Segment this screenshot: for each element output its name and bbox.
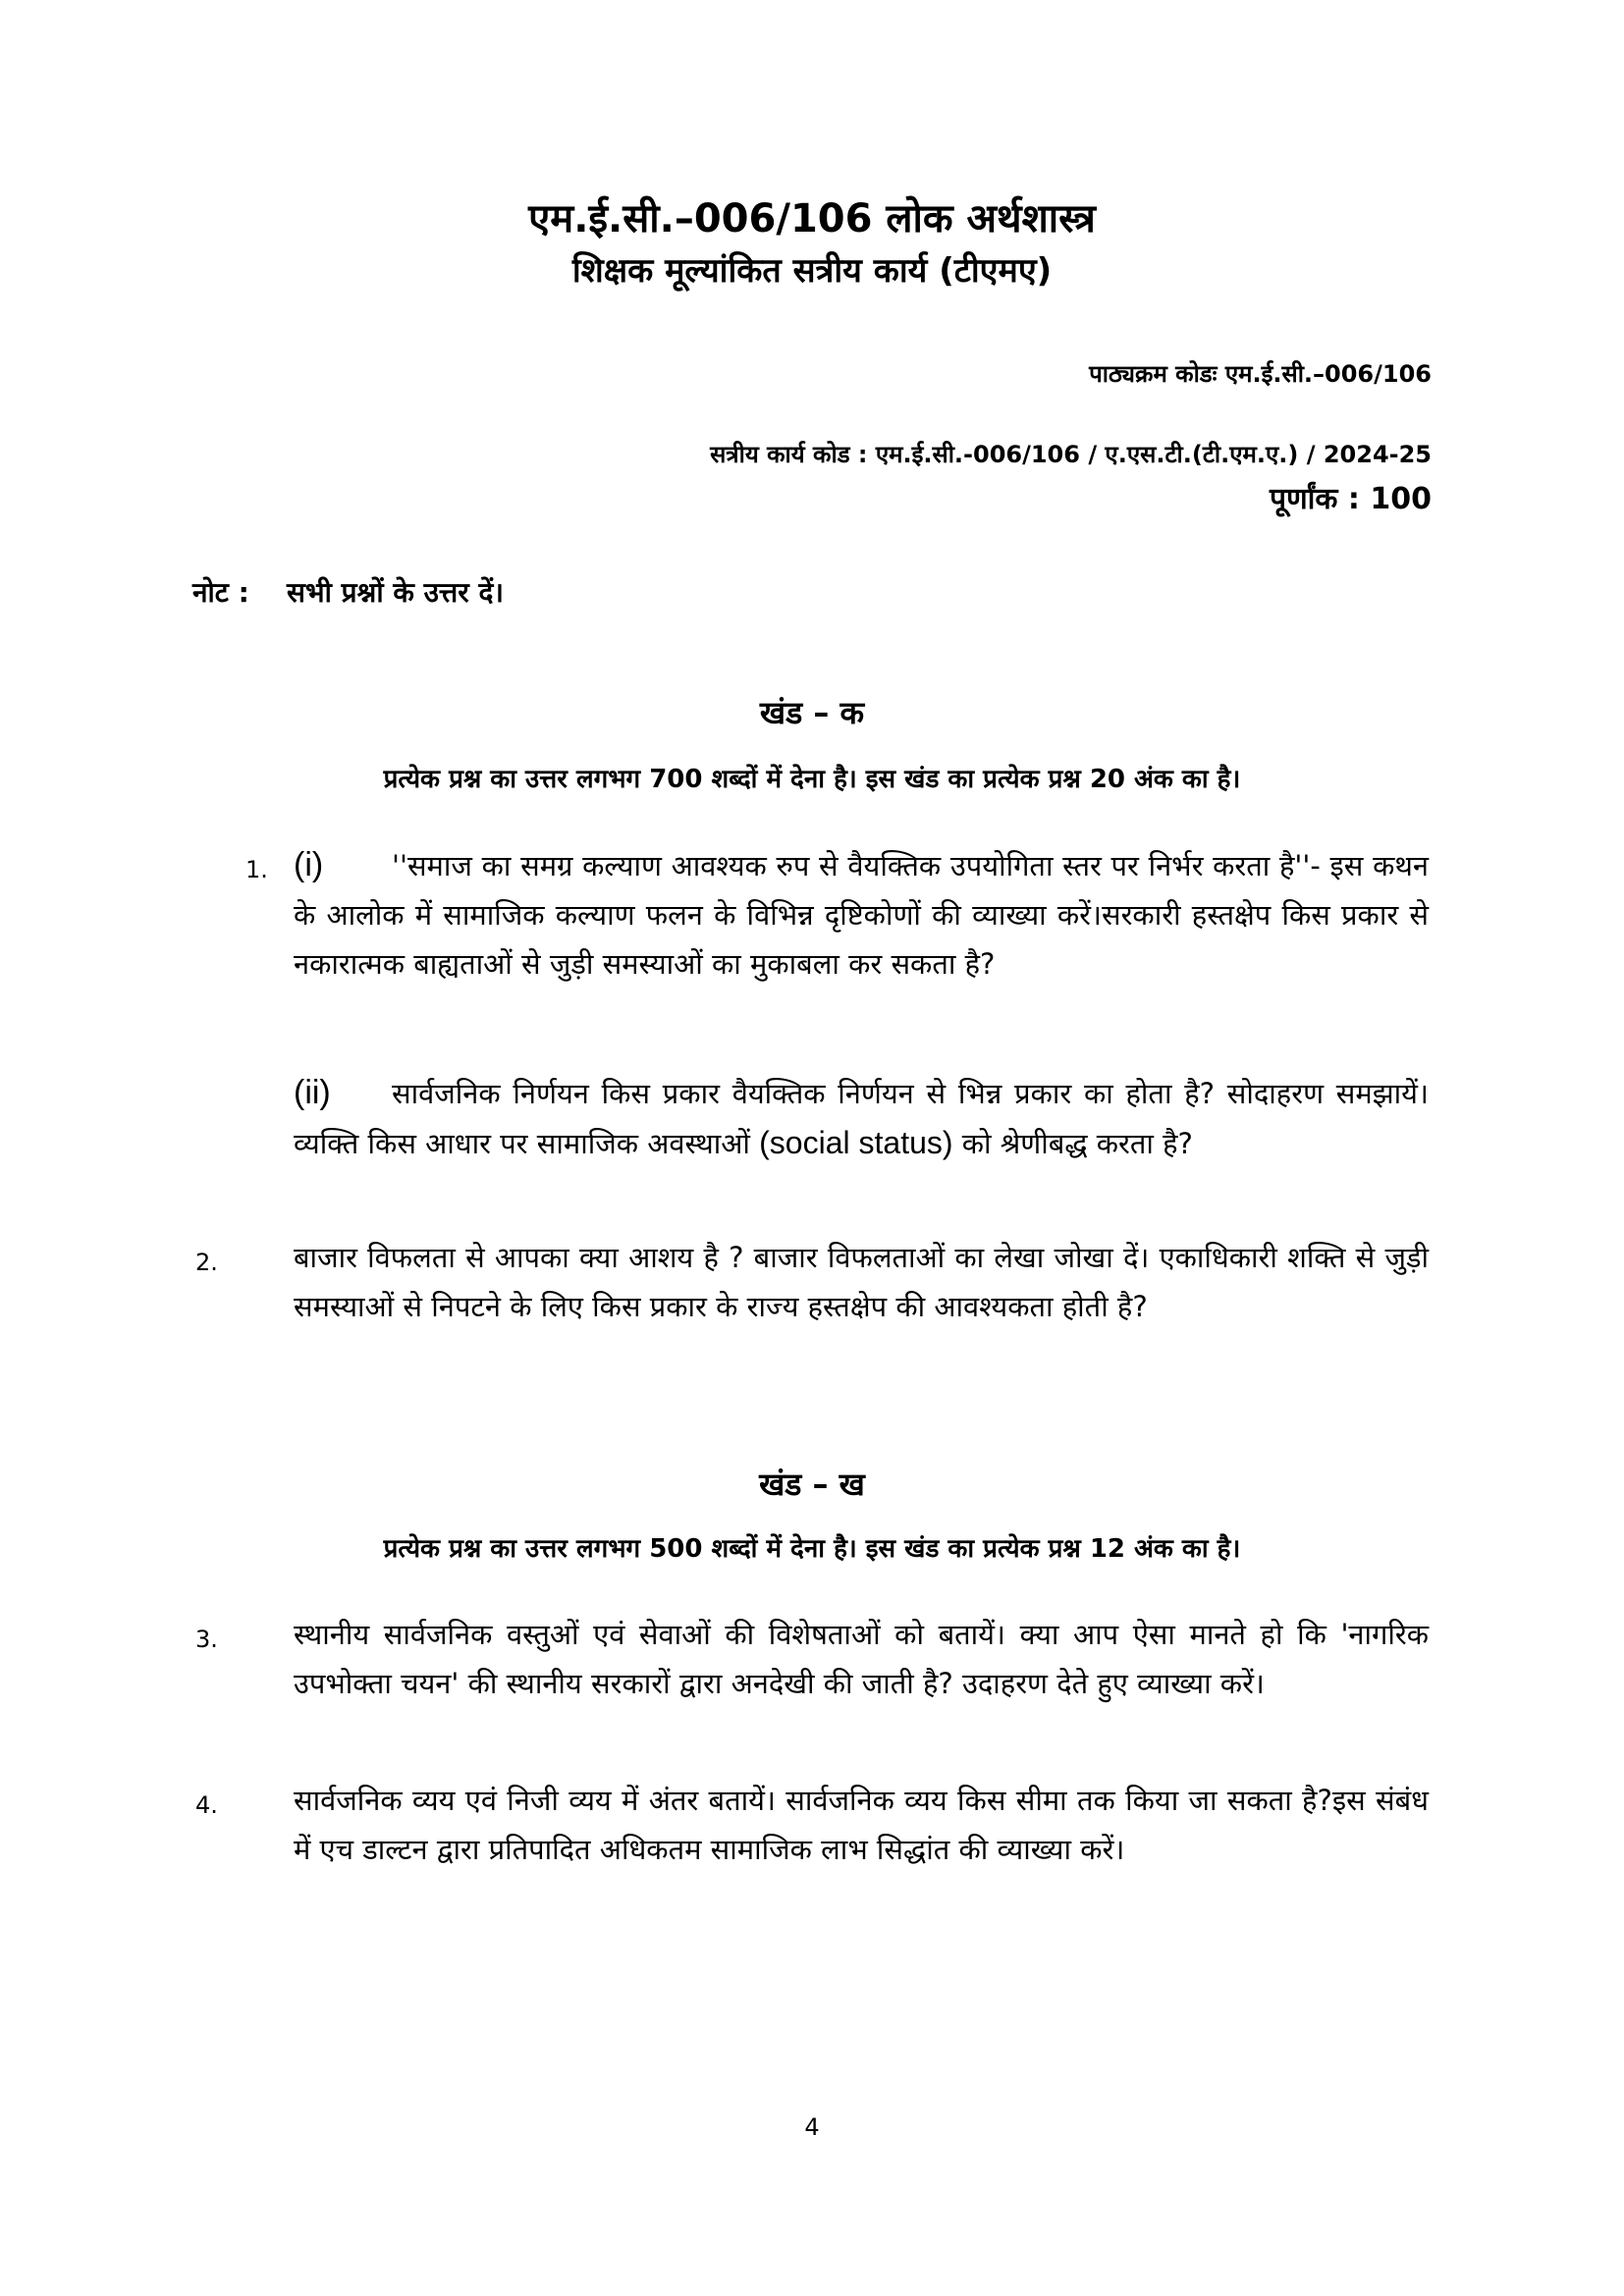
- question-2: बाजार विफलता से आपका क्या आशय है ? बाजार विफलताओं का लेखा जोखा दें। एकाधिकारी शक्ति से जुड़ी समस्याओं से निपटने के लिए किस प्रकार के राज्य हस्तक्षेप की आवश्यकता होती है?: [294, 1241, 1429, 1323]
- part-label: (i): [294, 846, 324, 883]
- question-1-part-i: [294, 840, 1429, 988]
- question-text: सार्वजनिक निर्णयन किस प्रकार वैयक्तिक निर्णयन से भिन्न प्रकार का होता है? सोदाहरण समझायें। व्यक्ति किस आधार पर सामाजिक अवस्थाओं: [294, 1077, 1429, 1160]
- note-label: नोट :: [192, 576, 249, 609]
- section-b-heading: खंड – ख: [759, 1466, 865, 1503]
- note-text: सभी प्रश्नों के उत्तर दें।: [287, 576, 504, 609]
- question-number: 3.: [195, 1626, 218, 1653]
- question-number: 2.: [195, 1249, 218, 1276]
- question-1-part-ii: [294, 1068, 1429, 1168]
- section-a-heading: खंड – क: [759, 694, 865, 731]
- section-a-instruction: प्रत्येक प्रश्न का उत्तर लगभग 700 शब्दों में देना है। इस खंड का प्रत्येक प्रश्न 20 अंक का है।: [383, 765, 1241, 794]
- note: [192, 574, 504, 612]
- question-text-continued: को श्रेणीबद्ध करता है?: [961, 1127, 1193, 1160]
- document-subtitle: शिक्षक मूल्यांकित सत्रीय कार्य (टीएमए): [571, 251, 1053, 291]
- part-label: (ii): [294, 1074, 331, 1111]
- page-number: 4: [804, 2113, 820, 2141]
- question-text: ''समाज का समग्र कल्याण आवश्यक रुप से वैयक्तिक उपयोगिता स्तर पर निर्भर करता है''- इस कथन के आलोक में सामाजिक कल्याण फलन के विभिन्न दृष्टिकोणों की व्याख्या करें।सरकारी हस्तक्षेप किस प्रकार से नकारात्मक बाह्यताओं से जुड़ी समस्याओं का मुकाबला कर सकता है?: [294, 849, 1429, 981]
- course-code: पाठ्यक्रम कोडः एम.ई.सी.–006/106: [1089, 360, 1432, 388]
- question-number: 4.: [195, 1791, 218, 1819]
- section-b-instruction: प्रत्येक प्रश्न का उत्तर लगभग 500 शब्दों में देना है। इस खंड का प्रत्येक प्रश्न 12 अंक का है।: [383, 1534, 1241, 1564]
- assignment-code: सत्रीय कार्य कोड : एम.ई.सी.-006/106 / ए.एस.टी.(टी.एम.ए.) / 2024-25: [710, 441, 1432, 468]
- maximum-marks: पूर्णांक : 100: [1269, 482, 1432, 516]
- question-3: स्थानीय सार्वजनिक वस्तुओं एवं सेवाओं की विशेषताओं को बतायें। क्या आप ऐसा मानते हो कि 'नागरिक उपभोक्ता चयन' की स्थानीय सरकारों द्वारा अनदेखी की जाती है? उदाहरण देते हुए व्याख्या करें।: [294, 1618, 1429, 1700]
- question-4: सार्वजनिक व्यय एवं निजी व्यय में अंतर बतायें। सार्वजनिक व्यय किस सीमा तक किया जा सकता है?इस संबंध में एच डाल्टन द्वारा प्रतिपादित अधिकतम सामाजिक लाभ सिद्धांत की व्याख्या करें।: [294, 1784, 1429, 1866]
- question-number: 1.: [245, 856, 268, 883]
- document-title: एम.ई.सी.–006/106 लोक अर्थशास्त्र: [528, 196, 1096, 241]
- english-term: (social status): [759, 1125, 953, 1160]
